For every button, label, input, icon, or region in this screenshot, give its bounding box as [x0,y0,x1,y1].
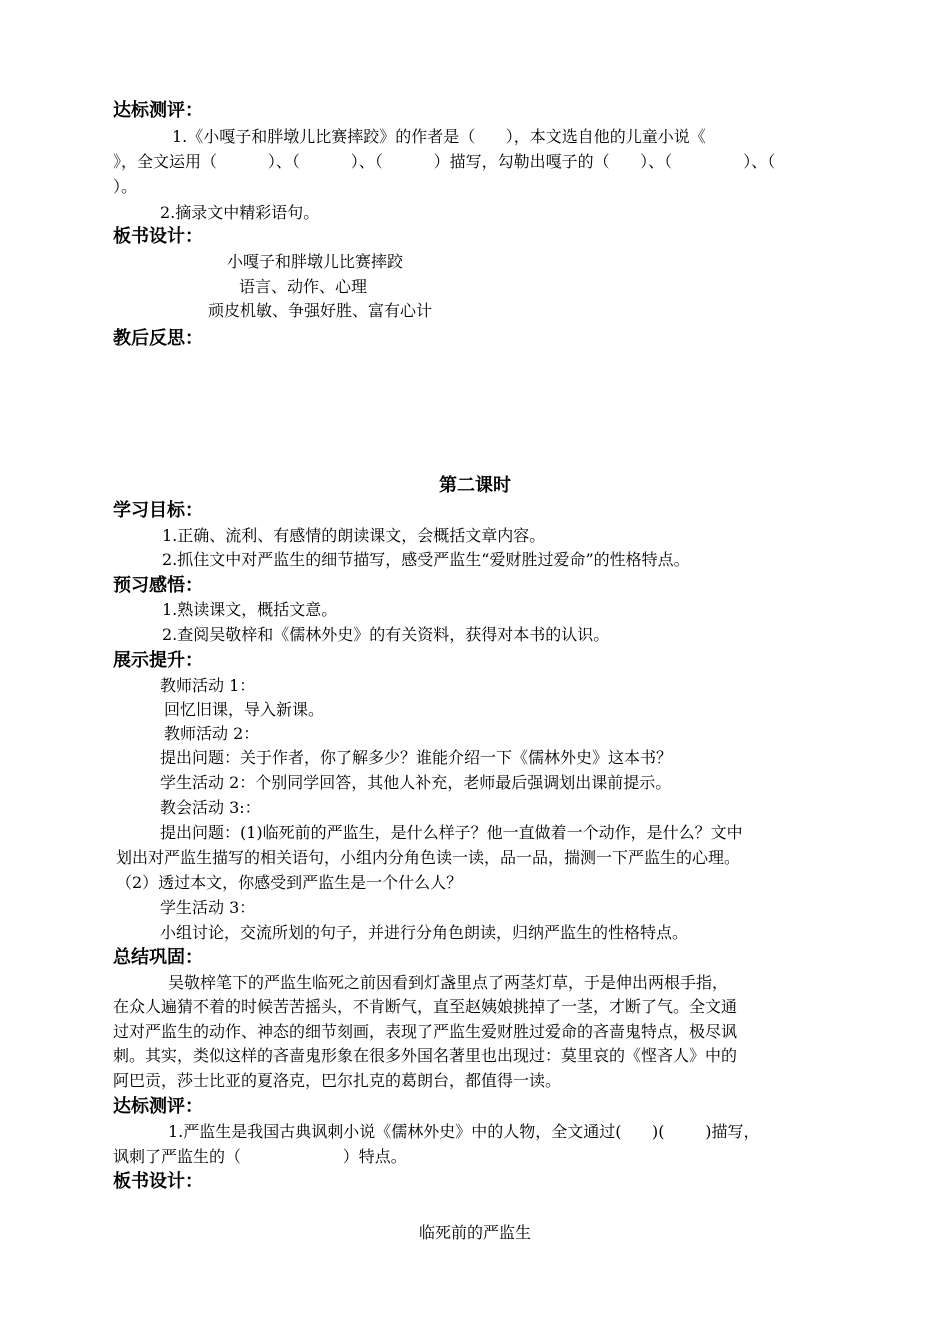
teacher-activity-3-label: 教会活动 3:： [160,798,261,817]
board2-line-title: 临死前的严监生 [418,1223,531,1242]
reflection-heading: 教后反思： [113,328,203,349]
goal-item-1: 1.正确、流利、有感情的朗读课文，会概括文章内容。 [162,526,546,545]
assessment-heading-1: 达标测评： [113,100,203,121]
assessment-q1-line1: 1.《小嘎子和胖墩儿比赛摔跤》的作者是（ ），本文选自他的儿童小说《 [172,127,706,146]
board-heading-2: 板书设计： [113,1171,203,1192]
summary-line-4: 刺。其实，类似这样的吝啬鬼形象在很多外国名著里也出现过：莫里哀的《悭吝人》中的 [113,1046,738,1065]
student-activity-3-content: 小组讨论，交流所划的句子，并进行分角色朗读，归纳严监生的性格特点。 [160,923,689,942]
summary-line-2: 在众人遍猜不着的时候苦苦摇头，不肯断气，直至赵姨娘挑掉了一茎，才断了气。全文通 [113,997,738,1016]
preview-item-1: 1.熟读课文，概括文意。 [162,600,338,619]
student-activity-3-label: 学生活动 3： [160,898,256,917]
goals-heading: 学习目标： [113,500,203,521]
teacher-activity-3-line3: （2）透过本文，你感受到严监生是一个什么人？ [116,873,463,892]
board-line-title: 小嘎子和胖墩儿比赛摔跤 [227,252,404,271]
teacher-activity-1-label: 教师活动 1： [160,676,256,695]
teacher-activity-3-line1: 提出问题：(1)临死前的严监生，是什么样子？他一直做着一个动作，是什么？文中 [160,823,743,842]
summary-heading: 总结巩固： [113,947,203,968]
board-line-methods: 语言、动作、心理 [239,277,368,296]
assessment-q1-line2: 》，全文运用（ ）、（ ）、（ ）描写，勾勒出嘎子的（ ）、（ ）、（ [113,152,776,171]
teacher-activity-3-line2: 划出对严监生描写的相关语句，小组内分角色读一读，品一品，揣测一下严监生的心理。 [116,848,741,867]
summary-line-3: 过对严监生的动作、神态的细节刻画，表现了严监生爱财胜过爱命的吝啬鬼特点，极尽讽 [113,1022,738,1041]
lesson-title: 第二课时 [439,475,511,496]
assessment-heading-2: 达标测评： [113,1096,203,1117]
goal-item-2: 2.抓住文中对严监生的细节描写，感受严监生“爱财胜过爱命”的性格特点。 [162,550,690,569]
display-heading: 展示提升： [113,650,203,671]
summary-line-5: 阿巴贡，莎士比亚的夏洛克，巴尔扎克的葛朗台，都值得一读。 [113,1071,562,1090]
teacher-activity-2-content: 提出问题：关于作者，你了解多少？谁能介绍一下《儒林外史》这本书？ [160,748,673,767]
summary-line-1: 吴敬梓笔下的严监生临死之前因看到灯盏里点了两茎灯草，于是伸出两根手指， [168,973,729,992]
board-line-traits: 顽皮机敏、争强好胜、富有心计 [208,301,433,320]
preview-item-2: 2.查阅吴敬梓和《儒林外史》的有关资料，获得对本书的认识。 [162,625,610,644]
teacher-activity-1-content: 回忆旧课，导入新课。 [164,700,325,719]
assessment-q1-line3: ）。 [113,177,138,196]
assessment2-q1-line2: 讽刺了严监生的（ ）特点。 [113,1147,407,1166]
teacher-activity-2-label: 教师活动 2： [164,724,260,743]
board-heading-1: 板书设计： [113,226,203,247]
assessment-q2: 2.摘录文中精彩语句。 [160,203,320,222]
student-activity-2: 学生活动 2：个别同学回答，其他人补充，老师最后强调划出课前提示。 [160,773,672,792]
assessment2-q1-line1: 1.严监生是我国古典讽刺小说《儒林外史》中的人物，全文通过( )( )描写， [168,1122,760,1141]
preview-heading: 预习感悟： [113,575,203,596]
